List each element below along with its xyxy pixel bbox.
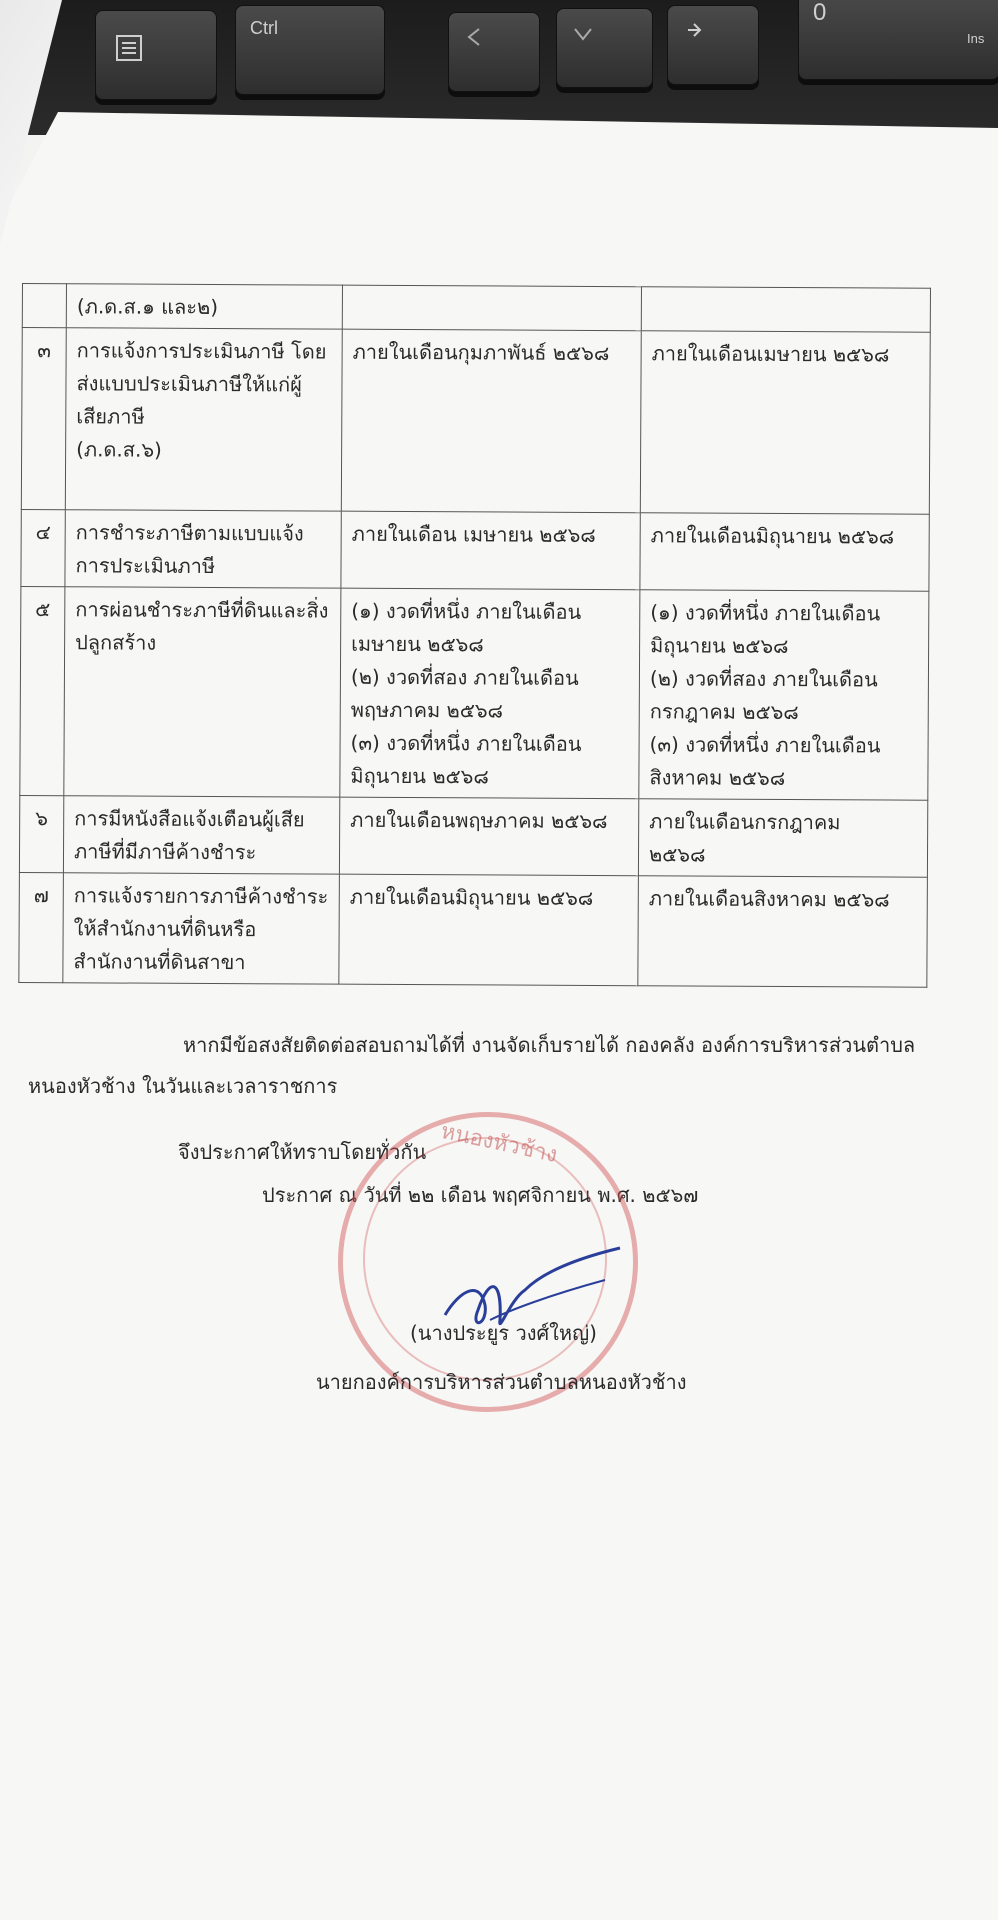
- menu-key: [95, 10, 217, 100]
- row-number: ๓: [21, 328, 66, 510]
- arrow-down-icon: [571, 21, 595, 50]
- ctrl-key: [235, 5, 385, 95]
- announcement-line: จึงประกาศให้ทราบโดยทั่วกัน: [178, 1140, 427, 1164]
- row-normal-period: ภายในเดือนกุมภาพันธ์ ๒๕๖๘: [341, 329, 641, 513]
- row-normal-period: [342, 285, 641, 331]
- row-extended-period: ภายในเดือนเมษายน ๒๕๖๘: [640, 331, 930, 515]
- row-item: การมีหนังสือแจ้งเตือนผู้เสียภาษีที่มีภาษีค้างชำระ: [63, 796, 339, 874]
- row-item: การแจ้งการประเมินภาษี โดยส่งแบบประเมินภาษีให้แก่ผู้เสียภาษี (ภ.ด.ส.๖): [65, 328, 342, 511]
- row-extended-period: ภายในเดือนมิถุนายน ๒๕๖๘: [640, 513, 929, 592]
- row-normal-period: ภายในเดือน เมษายน ๒๕๖๘: [341, 511, 640, 590]
- row-item: (ภ.ด.ส.๑ และ๒): [66, 284, 342, 329]
- row-number: [22, 284, 66, 328]
- arrow-left-icon: [463, 25, 487, 54]
- row-normal-period: ภายในเดือนมิถุนายน ๒๕๖๘: [339, 874, 639, 986]
- ctrl-key-label: Ctrl: [250, 18, 278, 38]
- arrow-right-key: [667, 5, 759, 85]
- seal-text: หนองหัวช้าง: [438, 1118, 560, 1169]
- row-normal-period: ภายในเดือนพฤษภาคม ๒๕๖๘: [339, 797, 638, 876]
- row-item: การชำระภาษีตามแบบแจ้งการประเมินภาษี: [65, 510, 341, 588]
- table-row: [19, 872, 928, 987]
- ins-key-label: Ins: [967, 31, 985, 46]
- row-extended-period: (๑) งวดที่หนึ่ง ภายในเดือน มิถุนายน ๒๕๖๘ (๒) งวดที่สอง ภายในเดือน กรกฎาคม ๒๕๖๘ (๓) งวดที่หนึ่ง ภายในเดือน สิงหาคม ๒๕๖๘: [639, 590, 929, 801]
- contact-line-2: หนองหัวช้าง ในวันและเวลาราชการ: [28, 1074, 338, 1098]
- table-row: [21, 509, 929, 591]
- arrow-right-icon: [682, 18, 706, 47]
- signer-name: (นางประยูร วงศ์ใหญ่): [410, 1321, 597, 1345]
- row-extended-period: [641, 287, 930, 333]
- tax-schedule-table: [18, 283, 931, 988]
- row-number: ๗: [19, 872, 64, 982]
- menu-icon: [114, 33, 144, 68]
- zero-key-label: 0: [813, 0, 827, 26]
- zero-key: [798, 0, 998, 80]
- row-extended-period: ภายในเดือนสิงหาคม ๒๕๖๘: [638, 876, 928, 988]
- row-item: การผ่อนชำระภาษีที่ดินและสิ่งปลูกสร้าง: [64, 587, 341, 797]
- arrow-down-key: [556, 8, 653, 88]
- arrow-left-key: [448, 12, 540, 92]
- row-number: ๔: [21, 509, 65, 586]
- announcement-date: ประกาศ ณ วันที่ ๒๒ เดือน พฤศจิกายน พ.ศ. ๒๕๖๗: [262, 1183, 699, 1207]
- contact-line-1: หากมีข้อสงสัยติดต่อสอบถามได้ที่ งานจัดเก็บรายได้ กองคลัง องค์การบริหารส่วนตำบล: [183, 1033, 916, 1057]
- signer-title: นายกองค์การบริหารส่วนตำบลหนองหัวช้าง: [316, 1370, 687, 1394]
- table-row: [22, 284, 930, 333]
- row-item: การแจ้งรายการภาษีค้างชำระให้สำนักงานที่ดินหรือสำนักงานที่ดินสาขา: [63, 873, 340, 984]
- row-number: ๖: [19, 795, 63, 872]
- row-normal-period: (๑) งวดที่หนึ่ง ภายในเดือน เมษายน ๒๕๖๘ (๒) งวดที่สอง ภายในเดือน พฤษภาคม ๒๕๖๘ (๓) งวดที่หนึ่ง ภายในเดือน มิถุนายน ๒๕๖๘: [340, 588, 640, 799]
- row-extended-period: ภายในเดือนกรกฎาคม ๒๕๖๘: [638, 799, 927, 878]
- table-row: [21, 328, 930, 515]
- row-number: ๕: [20, 586, 65, 795]
- table-row: [19, 795, 927, 877]
- table-row: [20, 586, 929, 800]
